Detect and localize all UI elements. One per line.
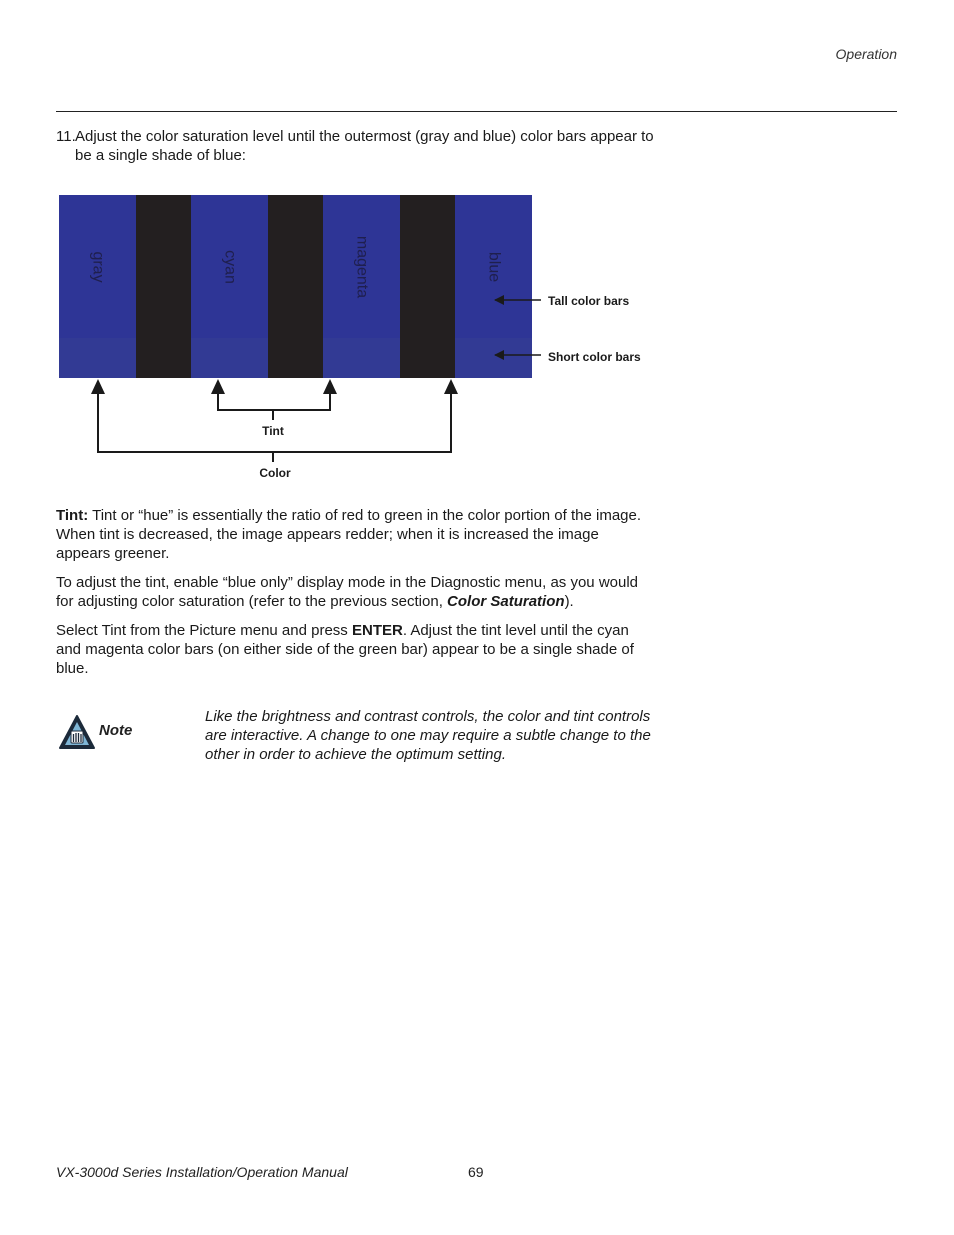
select-tint-paragraph: [56, 621, 656, 678]
black-bar: [400, 195, 455, 338]
header-rule: [56, 111, 897, 112]
color-arrow-right: [444, 379, 458, 394]
step-text: Adjust the color saturation level until the outermost (gray and blue) color bars appear to be a single shade of blue:: [75, 128, 654, 164]
footer-page-number: 69: [468, 1164, 484, 1180]
select-text-after: . Adjust the tint level until the cyan and magenta color bars (on either side of the green bar) appear to be a single shade of blue.: [56, 622, 634, 677]
bar-label-cyan: cyan: [221, 250, 239, 284]
color-saturation-reference: Color Saturation: [447, 593, 565, 610]
tint-description: Tint or “hue” is essentially the ratio of red to green in the color portion of the image. When tint is decreased, the image appears redder; when it is increased the image appears greener.: [56, 507, 642, 562]
short-bar-blue: [455, 338, 532, 378]
note-text: Like the brightness and contrast controls, the color and tint controls are interactive. A change to one may require a subtle change to the other in order to achieve the optimum setting.: [205, 708, 651, 763]
color-arrow-left: [91, 379, 105, 394]
tint-paragraph: [56, 506, 656, 563]
black-bar-short: [268, 338, 323, 378]
header-section-title: Operation: [835, 46, 897, 62]
color-label: Color: [259, 466, 291, 480]
tint-arrow-left: [211, 379, 225, 394]
bar-label-magenta: magenta: [353, 235, 371, 299]
note-label: Note: [99, 722, 133, 739]
bars-group: [59, 195, 532, 378]
black-bar: [268, 195, 323, 338]
footer-manual-title: VX-3000d Series Installation/Operation Manual: [56, 1164, 348, 1180]
short-bar-gray: [59, 338, 136, 378]
color-bars-diagram: [56, 190, 666, 490]
adjust-text-after: ).: [564, 593, 574, 610]
adjust-tint-paragraph: [56, 573, 656, 611]
short-bars-label: Short color bars: [548, 350, 641, 364]
black-bar-short: [136, 338, 191, 378]
bar-label-blue: blue: [485, 251, 503, 283]
select-text-before: Select Tint from the Picture menu and press: [56, 622, 352, 639]
tint-term: Tint:: [56, 507, 89, 524]
adjust-text-before: To adjust the tint, enable “blue only” display mode in the Diagnostic menu, as you would for adjusting color saturation (refer to the previous section,: [56, 574, 639, 610]
tint-bracket: [218, 392, 330, 420]
black-bar: [136, 195, 191, 338]
bar-label-gray: gray: [89, 251, 107, 283]
short-bar-cyan: [191, 338, 268, 378]
step-11: [56, 127, 666, 165]
tint-arrow-right: [323, 379, 337, 394]
tint-label: Tint: [262, 424, 284, 438]
step-number: 11.: [56, 128, 76, 145]
black-bar-short: [400, 338, 455, 378]
color-bars-svg: [56, 190, 666, 490]
enter-key: ENTER: [351, 622, 403, 639]
short-bar-magenta: [323, 338, 400, 378]
note-warning-icon: [58, 714, 96, 750]
tall-bars-label: Tall color bars: [548, 294, 630, 308]
